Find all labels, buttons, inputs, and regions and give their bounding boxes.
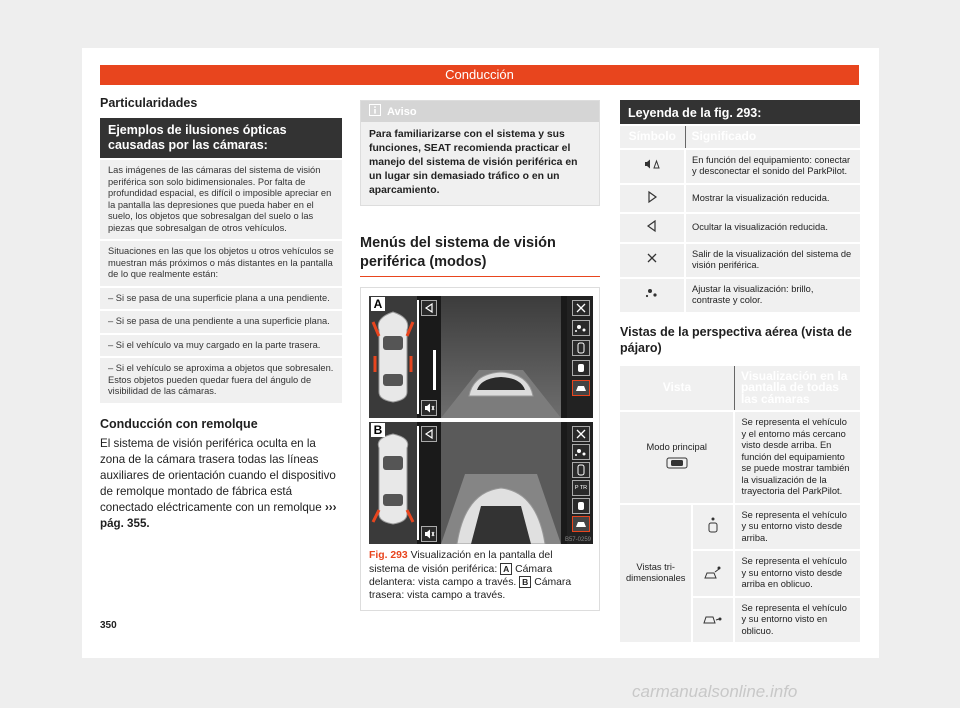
caption-label-a: A — [500, 563, 512, 575]
figure-293 — [360, 287, 600, 611]
views-col-visualization: Visualización en la pantalla de todas las cámaras — [734, 365, 860, 412]
car-oblique-icon — [702, 611, 724, 625]
figure-caption — [369, 550, 591, 602]
right-column — [620, 100, 860, 642]
car-top-icon — [706, 516, 720, 534]
car-oblique-high-icon — [573, 361, 589, 375]
legend-title: Leyenda de la fig. 293: — [620, 100, 860, 124]
car-oblique-icon — [573, 381, 589, 395]
main-mode-label: Modo principal — [646, 441, 707, 452]
caption-label-b: B — [519, 576, 531, 588]
legend-col-symbol: Símbolo — [620, 125, 685, 149]
front-camera-screen — [369, 296, 593, 418]
illusion-item: – Si se pasa de una pendiente a una superficie plana. — [100, 309, 342, 333]
figure-label-b: B — [371, 423, 385, 437]
triangle-left-icon — [422, 301, 436, 315]
illusions-box-title: Ejemplos de ilusiones ópticas causadas por las cámaras: — [100, 118, 342, 158]
illusion-item: – Si el vehículo se aproxima a objetos que sobresalen. Estos objetos pueden quedar fuera del ángulo de visibilidad de las cámaras. — [100, 356, 342, 403]
table-row — [620, 243, 860, 278]
illusions-box — [100, 118, 342, 403]
modes-section-title: Menús del sistema de visión periférica (modos) — [360, 234, 600, 277]
trailer-mode-button[interactable]: P TR — [572, 480, 590, 496]
trailer-paragraph — [100, 436, 342, 532]
view-mode-button[interactable] — [572, 498, 590, 514]
brightness-icon — [573, 321, 589, 335]
figure-label-a: A — [371, 297, 385, 311]
caption-part1: Visualización en la pantalla del sistema de visión periférica: — [369, 550, 553, 575]
table-row — [620, 504, 860, 551]
notice-header — [361, 101, 599, 122]
legend-text: En función del equipamiento: conectar y desconectar el sonido del ParkPilot. — [685, 149, 860, 184]
illusion-item: – Si el vehículo va muy cargado en la parte trasera. — [100, 333, 342, 357]
watermark: carmanualsonline.info — [632, 682, 798, 701]
car-oblique-high-icon — [573, 499, 589, 513]
view-mode-button-active[interactable] — [572, 516, 590, 532]
main-mode-icon — [666, 457, 688, 469]
notice-text: Para familiarizarse con el sistema y sus funciones, SEAT recomienda practicar el manejo del sistema de visión periférica en un lugar sin demasiado tráfico o en un aparcamiento. — [369, 129, 578, 196]
notice-title: Aviso — [387, 105, 417, 118]
speaker-mute-icon — [422, 401, 436, 415]
view-mode-button[interactable] — [572, 462, 590, 478]
left-column — [100, 96, 342, 532]
particularidades-heading: Particularidades — [100, 96, 198, 110]
page-number: 350 — [100, 620, 117, 631]
table-row — [620, 411, 860, 504]
caption-part2: Cámara delantera: vista campo a través. — [369, 563, 553, 588]
legend-text: Ocultar la visualización reducida. — [685, 213, 860, 243]
views-header-row — [620, 365, 860, 412]
table-row — [620, 184, 860, 214]
hide-view-button[interactable] — [421, 300, 437, 316]
exit-button[interactable] — [572, 426, 590, 442]
view-mode-button-active[interactable] — [572, 380, 590, 396]
view-mode-button[interactable] — [572, 340, 590, 356]
adjust-display-button[interactable] — [572, 320, 590, 336]
3d-views-label: Vistas tri-dimensionales — [620, 504, 692, 643]
rear-camera-screen — [369, 422, 593, 544]
3d-view-text: Se representa el vehículo y su entorno visto desde arriba en oblicuo. — [734, 550, 860, 597]
car-top-icon — [573, 341, 589, 355]
mute-button[interactable] — [421, 400, 437, 416]
figure-code: B57-0259 — [564, 537, 591, 543]
brightness-icon — [573, 445, 589, 459]
table-row — [620, 149, 860, 184]
car-top-icon — [573, 463, 589, 477]
exit-button[interactable] — [572, 300, 590, 316]
legend-col-meaning: Significado — [685, 125, 860, 149]
section-header: Conducción — [100, 65, 859, 85]
close-x-icon — [573, 301, 589, 315]
3d-view-text: Se representa el vehículo y su entorno visto en oblicuo. — [734, 597, 860, 643]
triangle-left-icon — [645, 219, 659, 233]
notice-box — [360, 100, 600, 206]
middle-column — [360, 100, 600, 611]
hide-view-button[interactable] — [421, 426, 437, 442]
brightness-icon — [643, 286, 661, 300]
figure-number: Fig. 293 — [369, 550, 408, 561]
speaker-mute-icon — [422, 527, 436, 541]
trailer-text: El sistema de visión periférica oculta en la zona de la cámara trasera todas las líneas auxiliares de orientación cuando el dispositivo de remolque montado de fábrica está conectado eléctricamente con un remolque — [100, 436, 336, 514]
close-x-icon — [645, 251, 659, 265]
views-table — [620, 364, 860, 643]
legend-text: Salir de la visualización del sistema de visión periférica. — [685, 243, 860, 278]
car-oblique-high-icon — [703, 564, 723, 580]
close-x-icon — [573, 427, 589, 441]
table-row — [620, 213, 860, 243]
triangle-right-icon — [645, 190, 659, 204]
adjust-display-button[interactable] — [572, 444, 590, 460]
views-section-title: Vistas de la perspectiva aérea (vista de pájaro) — [620, 324, 852, 355]
car-oblique-icon — [573, 517, 589, 531]
view-mode-button[interactable] — [572, 360, 590, 376]
trailer-heading: Conducción con remolque — [100, 416, 258, 431]
illusion-item: – Si se pasa de una superficie plana a una pendiente. — [100, 286, 342, 310]
legend-text: Mostrar la visualización reducida. — [685, 184, 860, 214]
table-row — [620, 278, 860, 312]
page-reference-link[interactable]: ››› pág. 355. — [100, 500, 337, 530]
info-icon — [369, 104, 381, 119]
3d-view-text: Se representa el vehículo y su entorno visto desde arriba. — [734, 504, 860, 551]
illusion-item: Situaciones en las que los objetos u otros vehículos se muestran más próximos o más distantes en la pantalla de lo que realmente están: — [100, 239, 342, 286]
triangle-left-icon — [422, 427, 436, 441]
legend-table — [620, 124, 860, 312]
caption-part3: Cámara trasera: vista campo a través. — [369, 577, 572, 601]
legend-text: Ajustar la visualización: brillo, contraste y color. — [685, 278, 860, 312]
mute-button[interactable] — [421, 526, 437, 542]
main-mode-text: Se representa el vehículo y el entorno más cercano visto desde arriba. En función del equipamiento se puede mostrar también la visualización de la trayectoria del ParkPilot. — [734, 411, 860, 504]
views-col-vista: Vista — [620, 365, 734, 412]
legend-header-row — [620, 125, 860, 149]
illusion-item: Las imágenes de las cámaras del sistema de visión periférica son solo bidimensionales. Por falta de profundidad espacial, es difícil o imposible apreciar en la pantalla las depresiones que pueda haber en el suelo, los objetos que sobresalgan del suelo o las piezas que sobresalgan de otros vehículos. — [100, 158, 342, 239]
speaker-mute-icon — [642, 157, 662, 171]
